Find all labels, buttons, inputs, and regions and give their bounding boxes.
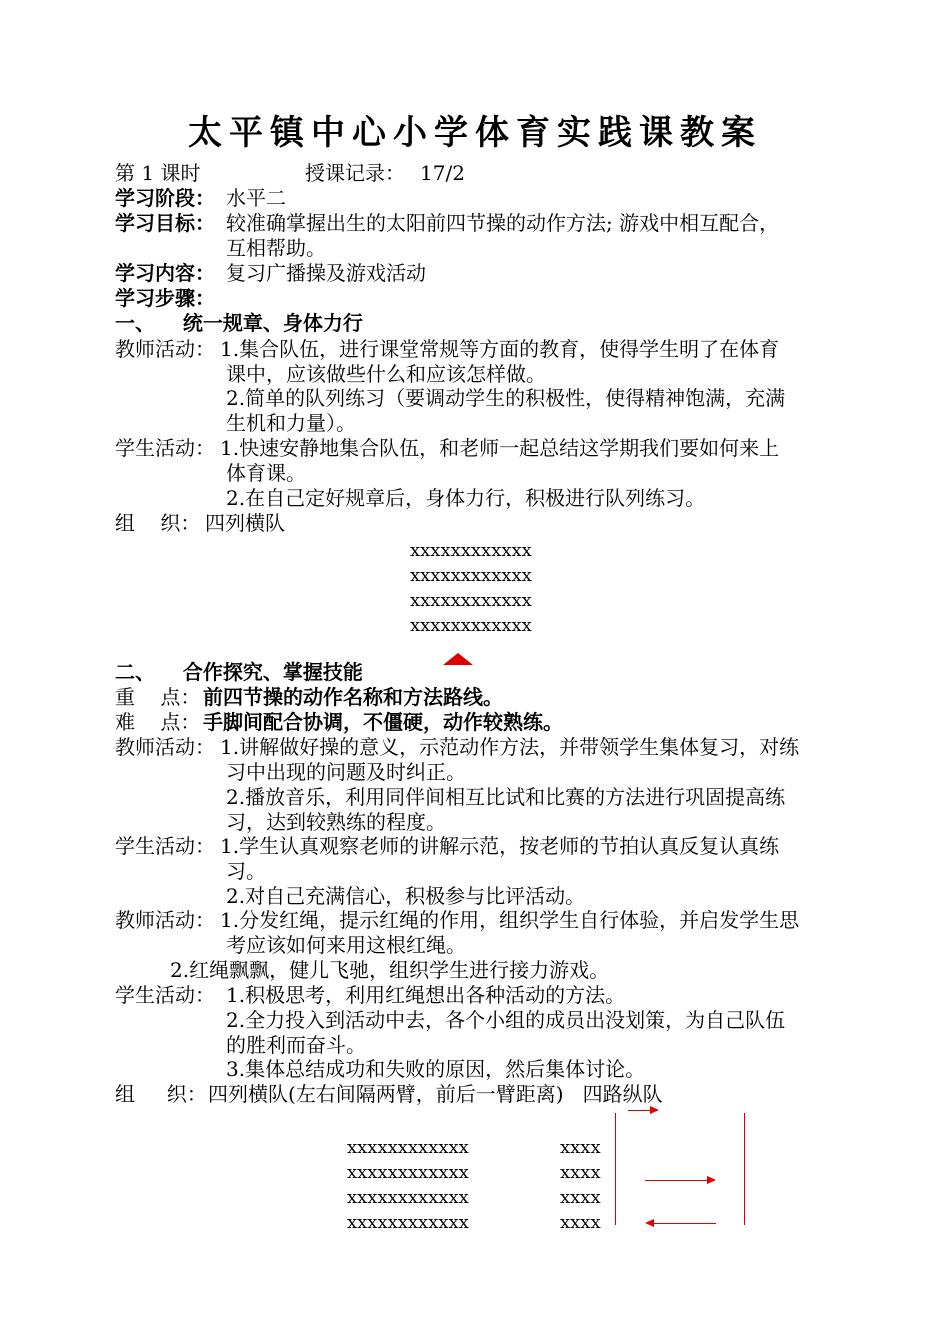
s2-teacher-line-2b: 习，达到较熟练的程度。: [226, 810, 446, 834]
s2-student-line-4b: 的胜利而奋斗。: [226, 1033, 366, 1057]
goal-line-2: 互相帮助。: [226, 236, 326, 260]
formation-row: xxxxxxxxxxxx: [410, 540, 532, 561]
arrow-left-icon: [645, 1219, 654, 1227]
s2-teacher-line-2a: 2.播放音乐，利用同伴间相互比试和比赛的方法进行巩固提高练: [226, 785, 786, 809]
section2-heading: 二、 合作探究、掌握技能: [115, 660, 363, 684]
s1-teacher-line-1a: 1.集合队伍，进行课堂常规等方面的教育，使得学生明了在体育: [220, 337, 780, 361]
column-row: xxxx: [560, 1162, 601, 1183]
s1-student-line-2: 2.在自己定好规章后，身体力行，积极进行队列练习。: [226, 486, 706, 510]
difficulty-label: 难 点：: [115, 710, 201, 734]
formation-row: xxxxxxxxxxxx: [410, 565, 532, 586]
page-title: 太平镇中心小学体育实践课教案: [188, 113, 762, 153]
column-row: xxxx: [560, 1187, 601, 1208]
stage-value: 水平二: [226, 186, 286, 210]
formation-row: xxxxxxxxxxxx: [410, 590, 532, 611]
key-point-value: 前四节操的动作名称和方法路线。: [203, 685, 503, 709]
s2-teacher-line-4: 2.红绳飘飘，健儿飞驰，组织学生进行接力游戏。: [170, 958, 610, 982]
s2-student-label: 学生活动：: [115, 834, 215, 858]
relay-top-arrow-shaft: [628, 1110, 650, 1111]
s2-student-line-3: 1.积极思考，利用红绳想出各种活动的方法。: [226, 983, 626, 1007]
s2-student2-label: 学生活动：: [115, 983, 215, 1007]
formation-row: xxxxxxxxxxxx: [347, 1162, 469, 1183]
steps-label: 学习步骤：: [115, 286, 215, 310]
goal-line-1: 较准确掌握出生的太阳前四节操的动作方法; 游戏中相互配合，: [226, 211, 780, 235]
stage-label: 学习阶段：: [115, 186, 215, 210]
column-row: xxxx: [560, 1212, 601, 1233]
s1-student-line-1b: 体育课。: [226, 461, 306, 485]
relay-middle-arrow-shaft: [645, 1180, 707, 1181]
difficulty-value: 手脚间配合协调，不僵硬，动作较熟练。: [203, 710, 563, 734]
record-label: 授课记录：: [305, 161, 405, 185]
s1-org-value: 四列横队: [205, 511, 285, 535]
formation-row: xxxxxxxxxxxx: [347, 1187, 469, 1208]
s2-teacher2-label: 教师活动：: [115, 908, 215, 932]
s2-student-line-2: 2.对自己充满信心，积极参与比评活动。: [226, 884, 586, 908]
formation-row: xxxxxxxxxxxx: [410, 615, 532, 636]
s1-org-label: 组 织：: [115, 511, 201, 535]
relay-bottom-arrow-shaft: [654, 1223, 716, 1224]
s2-teacher-line-3a: 1.分发红绳，提示红绳的作用，组织学生自行体验，并启发学生思: [220, 908, 800, 932]
arrow-right-icon: [707, 1176, 716, 1184]
s2-student-line-1a: 1.学生认真观察老师的讲解示范，按老师的节拍认真反复认真练: [220, 834, 780, 858]
s2-student-line-4a: 2.全力投入到活动中去，各个小组的成员出没划策，为自己队伍: [226, 1008, 786, 1032]
s2-teacher-label: 教师活动：: [115, 735, 215, 759]
goal-label: 学习目标：: [115, 211, 215, 235]
s1-teacher-label: 教师活动：: [115, 337, 215, 361]
s1-student-line-1a: 1.快速安静地集合队伍，和老师一起总结这学期我们要如何来上: [220, 436, 780, 460]
s2-student-line-5: 3.集体总结成功和失败的原因，然后集体讨论。: [226, 1057, 646, 1081]
formation-row: xxxxxxxxxxxx: [347, 1212, 469, 1233]
section1-heading: 一、 统一规章、身体力行: [115, 311, 363, 335]
s1-teacher-line-1b: 课中，应该做些什么和应该怎样做。: [226, 362, 546, 386]
s2-teacher-line-1a: 1.讲解做好操的意义，示范动作方法，并带领学生集体复习，对练: [220, 735, 800, 759]
content-label: 学习内容：: [115, 261, 215, 285]
teacher-position-triangle-icon: [443, 653, 473, 665]
s1-student-label: 学生活动：: [115, 436, 215, 460]
arrow-right-icon: [650, 1106, 659, 1114]
content-value: 复习广播操及游戏活动: [226, 261, 426, 285]
relay-right-line: [744, 1113, 745, 1225]
s2-student-line-1b: 习。: [226, 859, 266, 883]
formation-row: xxxxxxxxxxxx: [347, 1137, 469, 1158]
s2-teacher-line-1b: 习中出现的问题及时纠正。: [226, 760, 466, 784]
s1-teacher-line-2a: 2.简单的队列练习（要调动学生的积极性，使得精神饱满，充满: [226, 386, 786, 410]
column-row: xxxx: [560, 1137, 601, 1158]
relay-left-line: [615, 1113, 616, 1225]
s2-org-label: 组 织：: [115, 1082, 207, 1106]
record-value: 17/2: [420, 161, 465, 185]
s2-org-value: 四列横队(左右间隔两臂，前后一臂距离) 四路纵队: [208, 1082, 663, 1106]
s1-teacher-line-2b: 生机和力量）。: [226, 411, 356, 435]
key-point-label: 重 点：: [115, 685, 201, 709]
lesson-number: 第 1 课时: [115, 161, 201, 185]
s2-teacher-line-3b: 考应该如何来用这根红绳。: [226, 933, 466, 957]
